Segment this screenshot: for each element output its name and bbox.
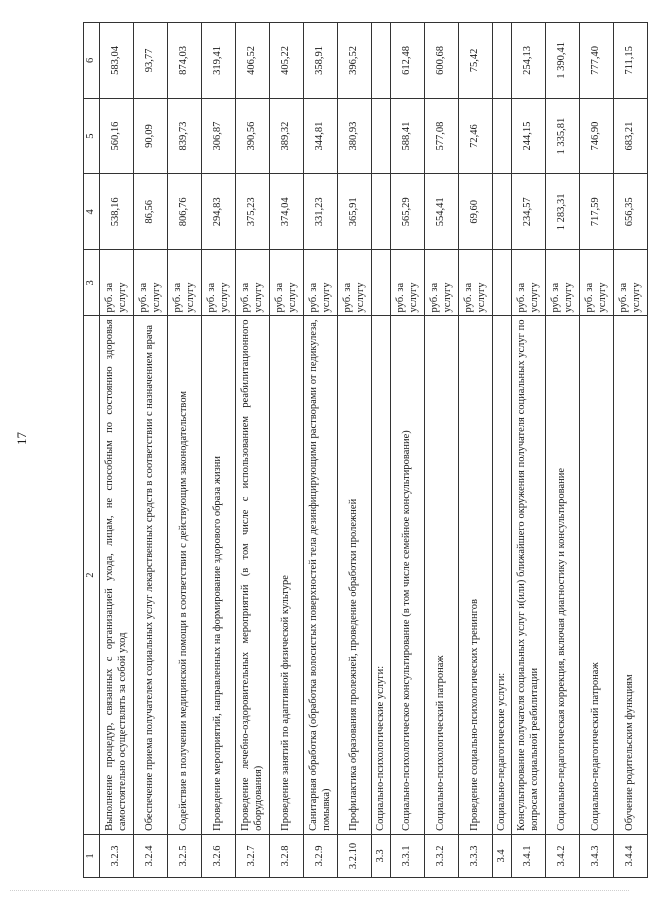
row-number-cell: 3.4.1 bbox=[512, 834, 546, 877]
table-row bbox=[614, 23, 648, 878]
header-cell: 5 bbox=[84, 98, 100, 174]
value-col5-cell: 90,09 bbox=[134, 98, 168, 174]
value-col4-cell: 717,59 bbox=[580, 174, 614, 250]
row-number-cell: 3.2.7 bbox=[236, 834, 270, 877]
table-row bbox=[236, 23, 270, 878]
row-number-cell: 3.2.5 bbox=[168, 834, 202, 877]
row-number-cell: 3.2.9 bbox=[304, 834, 338, 877]
table-row bbox=[512, 23, 546, 878]
value-col6-cell: 874,03 bbox=[168, 23, 202, 99]
service-name-cell: Социально-педагогические услуги: bbox=[493, 316, 512, 834]
unit-cell: руб. за услугу bbox=[459, 250, 493, 316]
value-col4-cell: 565,29 bbox=[391, 174, 425, 250]
value-col6-cell: 600,68 bbox=[425, 23, 459, 99]
unit-cell bbox=[372, 250, 391, 316]
table-row bbox=[459, 23, 493, 878]
value-col4-cell: 331,23 bbox=[304, 174, 338, 250]
value-col5-cell: 244,15 bbox=[512, 98, 546, 174]
header-cell: 4 bbox=[84, 174, 100, 250]
value-col4-cell bbox=[372, 174, 391, 250]
value-col4-cell: 375,23 bbox=[236, 174, 270, 250]
tariff-table-body bbox=[84, 23, 648, 878]
value-col6-cell: 396,52 bbox=[338, 23, 372, 99]
row-number-cell: 3.4.4 bbox=[614, 834, 648, 877]
table-row bbox=[546, 23, 580, 878]
value-col6-cell bbox=[372, 23, 391, 99]
unit-cell: руб. за услугу bbox=[580, 250, 614, 316]
row-number-cell: 3.3.3 bbox=[459, 834, 493, 877]
header-cell: 2 bbox=[84, 316, 100, 834]
row-number-cell: 3.4.3 bbox=[580, 834, 614, 877]
unit-cell: руб. за услугу bbox=[270, 250, 304, 316]
unit-cell: руб. за услугу bbox=[168, 250, 202, 316]
value-col4-cell: 374,04 bbox=[270, 174, 304, 250]
value-col4-cell: 234,57 bbox=[512, 174, 546, 250]
value-col6-cell: 358,91 bbox=[304, 23, 338, 99]
table-row bbox=[338, 23, 372, 878]
service-name-cell: Выполнение процедур, связанных с организацией ухода, лицам, не способным по состоянию здоровья самостоятельно осуществлять за собой уход bbox=[100, 316, 134, 834]
header-cell: 1 bbox=[84, 834, 100, 877]
value-col5-cell bbox=[493, 98, 512, 174]
value-col6-cell: 75,42 bbox=[459, 23, 493, 99]
unit-cell: руб. за услугу bbox=[100, 250, 134, 316]
value-col4-cell: 554,41 bbox=[425, 174, 459, 250]
value-col4-cell: 294,83 bbox=[202, 174, 236, 250]
value-col4-cell: 365,91 bbox=[338, 174, 372, 250]
value-col6-cell: 583,04 bbox=[100, 23, 134, 99]
service-name-cell: Обучение родительским функциям bbox=[614, 316, 648, 834]
header-cell: 6 bbox=[84, 23, 100, 99]
unit-cell: руб. за услугу bbox=[338, 250, 372, 316]
row-number-cell: 3.2.4 bbox=[134, 834, 168, 877]
service-name-cell: Социально-педагогическая коррекция, включая диагностику и консультирование bbox=[546, 316, 580, 834]
value-col5-cell: 344,81 bbox=[304, 98, 338, 174]
service-name-cell: Профилактика образования пролежней, проведение обработки пролежней bbox=[338, 316, 372, 834]
service-name-cell: Социально-психологическое консультирование (в том числе семейное консультирование) bbox=[391, 316, 425, 834]
value-col5-cell: 560,16 bbox=[100, 98, 134, 174]
table-row bbox=[391, 23, 425, 878]
unit-cell: руб. за услугу bbox=[304, 250, 338, 316]
section-row bbox=[372, 23, 391, 878]
unit-cell bbox=[493, 250, 512, 316]
value-col6-cell: 777,40 bbox=[580, 23, 614, 99]
value-col5-cell: 72,46 bbox=[459, 98, 493, 174]
row-number-cell: 3.2.3 bbox=[100, 834, 134, 877]
value-col6-cell: 405,22 bbox=[270, 23, 304, 99]
tariff-table bbox=[83, 22, 648, 878]
value-col5-cell: 306,87 bbox=[202, 98, 236, 174]
service-name-cell: Социально-педагогический патронаж bbox=[580, 316, 614, 834]
value-col5-cell: 389,32 bbox=[270, 98, 304, 174]
value-col5-cell: 1 335,81 bbox=[546, 98, 580, 174]
section-row bbox=[493, 23, 512, 878]
service-name-cell: Проведение мероприятий, направленных на формирование здорового образа жизни bbox=[202, 316, 236, 834]
scan-edge-line bbox=[10, 890, 629, 891]
page-number: 17 bbox=[14, 432, 29, 445]
row-number-cell: 3.4 bbox=[493, 834, 512, 877]
row-number-cell: 3.2.6 bbox=[202, 834, 236, 877]
value-col5-cell bbox=[372, 98, 391, 174]
service-name-cell: Социально-психологический патронаж bbox=[425, 316, 459, 834]
service-name-cell: Проведение лечебно-оздоровительных мероприятий (в том числе с использованием реабилитационного оборудования) bbox=[236, 316, 270, 834]
unit-cell: руб. за услугу bbox=[202, 250, 236, 316]
value-col4-cell: 69,60 bbox=[459, 174, 493, 250]
table-row bbox=[134, 23, 168, 878]
row-number-cell: 3.2.10 bbox=[338, 834, 372, 877]
unit-cell: руб. за услугу bbox=[546, 250, 580, 316]
value-col4-cell: 538,16 bbox=[100, 174, 134, 250]
table-row bbox=[202, 23, 236, 878]
header-cell: 3 bbox=[84, 250, 100, 316]
service-name-cell: Проведение социально-психологических тренингов bbox=[459, 316, 493, 834]
row-number-cell: 3.3.2 bbox=[425, 834, 459, 877]
value-col4-cell bbox=[493, 174, 512, 250]
service-name-cell: Санитарная обработка (обработка волосистых поверхностей тела дезинфицирующими растворами от педикулеза, помывка) bbox=[304, 316, 338, 834]
value-col5-cell: 577,08 bbox=[425, 98, 459, 174]
value-col5-cell: 588,41 bbox=[391, 98, 425, 174]
service-name-cell: Проведение занятий по адаптивной физической культуре bbox=[270, 316, 304, 834]
unit-cell: руб. за услугу bbox=[614, 250, 648, 316]
value-col5-cell: 839,73 bbox=[168, 98, 202, 174]
value-col6-cell: 711,15 bbox=[614, 23, 648, 99]
value-col4-cell: 1 283,31 bbox=[546, 174, 580, 250]
unit-cell: руб. за услугу bbox=[391, 250, 425, 316]
value-col6-cell: 612,48 bbox=[391, 23, 425, 99]
unit-cell: руб. за услугу bbox=[134, 250, 168, 316]
service-name-cell: Содействие в получении медицинской помощи в соответствии с действующим законодательством bbox=[168, 316, 202, 834]
row-number-cell: 3.3.1 bbox=[391, 834, 425, 877]
service-name-cell: Обеспечение приема получателем социальных услуг лекарственных средств в соответствии с назначением врача bbox=[134, 316, 168, 834]
unit-cell: руб. за услугу bbox=[425, 250, 459, 316]
value-col5-cell: 390,56 bbox=[236, 98, 270, 174]
value-col6-cell: 319,41 bbox=[202, 23, 236, 99]
table-row bbox=[580, 23, 614, 878]
unit-cell: руб. за услугу bbox=[236, 250, 270, 316]
value-col5-cell: 683,21 bbox=[614, 98, 648, 174]
value-col5-cell: 746,90 bbox=[580, 98, 614, 174]
table-row bbox=[425, 23, 459, 878]
table-row bbox=[100, 23, 134, 878]
service-name-cell: Социально-психологические услуги: bbox=[372, 316, 391, 834]
table-row bbox=[270, 23, 304, 878]
value-col4-cell: 806,76 bbox=[168, 174, 202, 250]
row-number-cell: 3.2.8 bbox=[270, 834, 304, 877]
row-number-cell: 3.3 bbox=[372, 834, 391, 877]
value-col6-cell: 254,13 bbox=[512, 23, 546, 99]
value-col4-cell: 656,35 bbox=[614, 174, 648, 250]
service-name-cell: Консультирование получателя социальных услуг и(или) ближайшего окружения получателя социальных услуг по вопросам социальной реабилитации bbox=[512, 316, 546, 834]
value-col4-cell: 86,56 bbox=[134, 174, 168, 250]
value-col6-cell bbox=[493, 23, 512, 99]
table-row bbox=[168, 23, 202, 878]
unit-cell: руб. за услугу bbox=[512, 250, 546, 316]
rotated-table-container bbox=[83, 22, 642, 878]
value-col6-cell: 1 390,41 bbox=[546, 23, 580, 99]
table-header-row bbox=[84, 23, 100, 878]
value-col6-cell: 93,77 bbox=[134, 23, 168, 99]
table-row bbox=[304, 23, 338, 878]
row-number-cell: 3.4.2 bbox=[546, 834, 580, 877]
value-col5-cell: 380,93 bbox=[338, 98, 372, 174]
value-col6-cell: 406,52 bbox=[236, 23, 270, 99]
